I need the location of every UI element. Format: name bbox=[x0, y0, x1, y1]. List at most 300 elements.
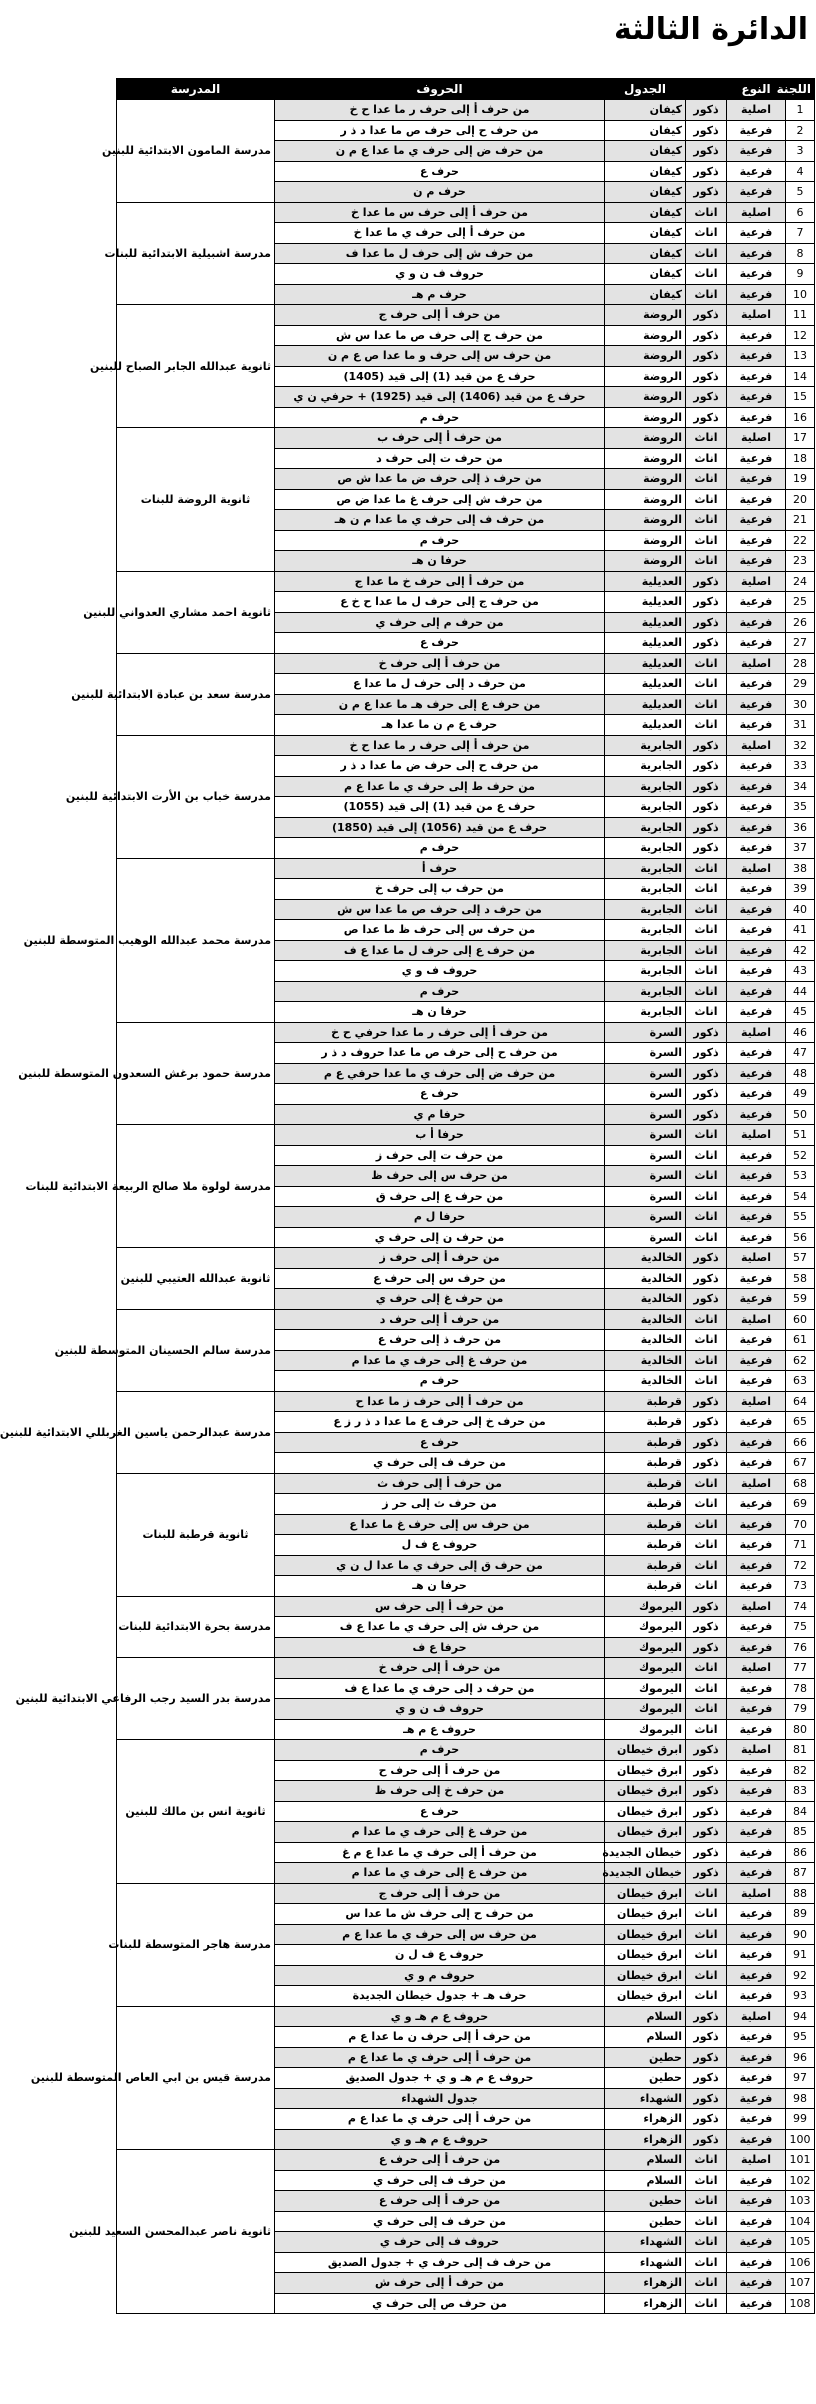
committee-type: فرعية bbox=[727, 530, 786, 551]
committee-number: 67 bbox=[786, 1453, 815, 1474]
committee-number: 72 bbox=[786, 1555, 815, 1576]
letters-range: من حرف أ إلى حرف ن ما عدا ع م bbox=[275, 2027, 605, 2048]
gender: اناث bbox=[686, 2191, 727, 2212]
committee-type: فرعية bbox=[727, 325, 786, 346]
gender: اناث bbox=[686, 1125, 727, 1146]
area-name: الجابرية bbox=[605, 797, 686, 818]
committee-type: فرعية bbox=[727, 920, 786, 941]
area-name: الروضة bbox=[605, 510, 686, 531]
area-name: السرة bbox=[605, 1227, 686, 1248]
committee-number: 80 bbox=[786, 1719, 815, 1740]
committee-number: 11 bbox=[786, 305, 815, 326]
committee-type: فرعية bbox=[727, 366, 786, 387]
letters-range: من حرف س إلى حرف ظ ما عدا ص bbox=[275, 920, 605, 941]
committee-number: 62 bbox=[786, 1350, 815, 1371]
letters-range: من حرف د إلى حرف ي ما عدا ع ف bbox=[275, 1678, 605, 1699]
letters-range: من حرف أ إلى حرف ث bbox=[275, 1473, 605, 1494]
committee-type: فرعية bbox=[727, 489, 786, 510]
committee-number: 75 bbox=[786, 1617, 815, 1638]
committee-number: 19 bbox=[786, 469, 815, 490]
area-name: الروضة bbox=[605, 551, 686, 572]
area-name: الجابرية bbox=[605, 961, 686, 982]
committee-type: فرعية bbox=[727, 223, 786, 244]
area-name: الروضة bbox=[605, 305, 686, 326]
letters-range: حرف م هـ bbox=[275, 284, 605, 305]
gender: اناث bbox=[686, 1227, 727, 1248]
gender: ذكور bbox=[686, 592, 727, 613]
area-name: اليرموك bbox=[605, 1699, 686, 1720]
committee-type: اصلية bbox=[727, 1473, 786, 1494]
committee-type: فرعية bbox=[727, 407, 786, 428]
gender: اناث bbox=[686, 1719, 727, 1740]
area-name: كيفان bbox=[605, 182, 686, 203]
committee-number: 15 bbox=[786, 387, 815, 408]
letters-range: حروف ع م هـ و ي bbox=[275, 2129, 605, 2150]
gender: ذكور bbox=[686, 1740, 727, 1761]
committee-type: اصلية bbox=[727, 2150, 786, 2171]
gender: اناث bbox=[686, 428, 727, 449]
committee-type: اصلية bbox=[727, 1125, 786, 1146]
committee-type: فرعية bbox=[727, 346, 786, 367]
gender: اناث bbox=[686, 1309, 727, 1330]
committee-type: فرعية bbox=[727, 592, 786, 613]
area-name: ابرق خيطان bbox=[605, 1883, 686, 1904]
letters-range: من حرف ف إلى حرف ي bbox=[275, 2211, 605, 2232]
letters-range: من حرف س إلى حرف ي ما عدا ع م bbox=[275, 1924, 605, 1945]
gender: اناث bbox=[686, 1945, 727, 1966]
committee-type: فرعية bbox=[727, 2232, 786, 2253]
letters-range: من حرف أ إلى حرف خ bbox=[275, 653, 605, 674]
letters-range: من حرف ن إلى حرف ي bbox=[275, 1227, 605, 1248]
letters-range: حرف م bbox=[275, 407, 605, 428]
area-name: العديلية bbox=[605, 694, 686, 715]
committee-type: فرعية bbox=[727, 1576, 786, 1597]
area-name: قرطبة bbox=[605, 1391, 686, 1412]
committee-type: اصلية bbox=[727, 735, 786, 756]
committee-type: فرعية bbox=[727, 1371, 786, 1392]
area-name: الروضة bbox=[605, 448, 686, 469]
letters-range: من حرف ج إلى حرف ل ما عدا ح خ ع bbox=[275, 592, 605, 613]
gender: اناث bbox=[686, 2273, 727, 2294]
committee-type: فرعية bbox=[727, 1227, 786, 1248]
gender: ذكور bbox=[686, 1022, 727, 1043]
area-name: كيفان bbox=[605, 243, 686, 264]
gender: ذكور bbox=[686, 633, 727, 654]
committee-type: فرعية bbox=[727, 1412, 786, 1433]
letters-range: من حرف ع إلى حرف ي ما عدا م bbox=[275, 1863, 605, 1884]
area-name: الشهداء bbox=[605, 2088, 686, 2109]
area-name: قرطبة bbox=[605, 1412, 686, 1433]
gender: اناث bbox=[686, 1371, 727, 1392]
area-name: الروضة bbox=[605, 489, 686, 510]
area-name: قرطبة bbox=[605, 1453, 686, 1474]
committee-type: فرعية bbox=[727, 1986, 786, 2007]
letters-range: من حرف ع إلى حرف هـ ما عدا ع م ن bbox=[275, 694, 605, 715]
committee-type: فرعية bbox=[727, 2293, 786, 2314]
letters-range: حرف ع من قيد (1056) إلى قيد (1850) bbox=[275, 817, 605, 838]
gender: ذكور bbox=[686, 1289, 727, 1310]
letters-range: من حرف أ إلى حرف ر ما عدا حرفي ح خ bbox=[275, 1022, 605, 1043]
committee-number: 44 bbox=[786, 981, 815, 1002]
area-name: الروضة bbox=[605, 428, 686, 449]
letters-range: من حرف د إلى حرف ل ما عدا ع bbox=[275, 674, 605, 695]
committee-type: فرعية bbox=[727, 1330, 786, 1351]
letters-range: من حرف أ إلى حرف خ bbox=[275, 1658, 605, 1679]
committee-number: 103 bbox=[786, 2191, 815, 2212]
area-name: الزهراء bbox=[605, 2109, 686, 2130]
committee-number: 86 bbox=[786, 1842, 815, 1863]
gender: ذكور bbox=[686, 1801, 727, 1822]
letters-range: من حرف ض إلى حرف ي ما عدا ع م ن bbox=[275, 141, 605, 162]
area-name: ابرق خيطان bbox=[605, 1822, 686, 1843]
committee-number: 23 bbox=[786, 551, 815, 572]
area-name: قرطبة bbox=[605, 1535, 686, 1556]
area-name: الشهداء bbox=[605, 2252, 686, 2273]
committee-number: 83 bbox=[786, 1781, 815, 1802]
gender: اناث bbox=[686, 1207, 727, 1228]
table-row bbox=[117, 100, 815, 121]
committee-number: 7 bbox=[786, 223, 815, 244]
committee-number: 31 bbox=[786, 715, 815, 736]
committee-type: فرعية bbox=[727, 756, 786, 777]
committee-number: 42 bbox=[786, 940, 815, 961]
header-letters: الحروف bbox=[275, 79, 605, 100]
committee-number: 39 bbox=[786, 879, 815, 900]
area-name: الجابرية bbox=[605, 817, 686, 838]
header-school: المدرسة bbox=[117, 79, 275, 100]
gender: ذكور bbox=[686, 1617, 727, 1638]
committee-type: فرعية bbox=[727, 1904, 786, 1925]
committee-type: فرعية bbox=[727, 2170, 786, 2191]
area-name: كيفان bbox=[605, 141, 686, 162]
school-name: مدرسة المامون الابتدائية للبنين bbox=[117, 100, 275, 203]
committee-type: فرعية bbox=[727, 1207, 786, 1228]
area-name: الجابرية bbox=[605, 776, 686, 797]
area-name: ابرق خيطان bbox=[605, 1945, 686, 1966]
committee-type: فرعية bbox=[727, 797, 786, 818]
area-name: اليرموك bbox=[605, 1596, 686, 1617]
gender: اناث bbox=[686, 1002, 727, 1023]
committee-number: 96 bbox=[786, 2047, 815, 2068]
committee-number: 70 bbox=[786, 1514, 815, 1535]
committee-number: 59 bbox=[786, 1289, 815, 1310]
gender: اناث bbox=[686, 1145, 727, 1166]
gender: اناث bbox=[686, 1965, 727, 1986]
school-name: مدرسة سالم الحسينان المتوسطة للبنين bbox=[117, 1309, 275, 1391]
committee-type: فرعية bbox=[727, 2211, 786, 2232]
header-area: الجدول bbox=[605, 79, 686, 100]
committee-number: 16 bbox=[786, 407, 815, 428]
committee-number: 47 bbox=[786, 1043, 815, 1064]
letters-range: من حرف خ إلى حرف ع ما عدا د ذ ر ز ع bbox=[275, 1412, 605, 1433]
committee-type: فرعية bbox=[727, 1699, 786, 1720]
letters-range: حرف هـ + جدول خيطان الجديدة bbox=[275, 1986, 605, 2007]
letters-range: حرف م bbox=[275, 838, 605, 859]
committee-type: فرعية bbox=[727, 141, 786, 162]
committee-type: فرعية bbox=[727, 2027, 786, 2048]
committee-type: اصلية bbox=[727, 858, 786, 879]
committee-number: 82 bbox=[786, 1760, 815, 1781]
committee-number: 60 bbox=[786, 1309, 815, 1330]
table-row bbox=[117, 1125, 815, 1146]
committee-number: 88 bbox=[786, 1883, 815, 1904]
committee-number: 1 bbox=[786, 100, 815, 121]
school-name: مدرسة سعد بن عبادة الابتدائية للبنين bbox=[117, 653, 275, 735]
area-name: السرة bbox=[605, 1043, 686, 1064]
letters-range: من حرف أ إلى حرف ز ما عدا ح bbox=[275, 1391, 605, 1412]
area-name: الجابرية bbox=[605, 838, 686, 859]
committee-number: 71 bbox=[786, 1535, 815, 1556]
gender: ذكور bbox=[686, 1391, 727, 1412]
committee-type: اصلية bbox=[727, 305, 786, 326]
letters-range: حروف ف و ي bbox=[275, 961, 605, 982]
letters-range: من حرف ح إلى حرف ص ما عدا حروف د ذ ر bbox=[275, 1043, 605, 1064]
committee-type: فرعية bbox=[727, 264, 786, 285]
committee-number: 93 bbox=[786, 1986, 815, 2007]
area-name: كيفان bbox=[605, 202, 686, 223]
committee-number: 58 bbox=[786, 1268, 815, 1289]
gender: اناث bbox=[686, 2232, 727, 2253]
committee-type: فرعية bbox=[727, 899, 786, 920]
gender: ذكور bbox=[686, 366, 727, 387]
area-name: السرة bbox=[605, 1186, 686, 1207]
committee-type: فرعية bbox=[727, 120, 786, 141]
gender: اناث bbox=[686, 981, 727, 1002]
letters-range: من حرف أ إلى حرف ب bbox=[275, 428, 605, 449]
area-name: الجابرية bbox=[605, 858, 686, 879]
gender: ذكور bbox=[686, 100, 727, 121]
area-name: خيطان الجديدة bbox=[605, 1842, 686, 1863]
committee-type: فرعية bbox=[727, 182, 786, 203]
gender: اناث bbox=[686, 1883, 727, 1904]
committee-type: فرعية bbox=[727, 1166, 786, 1187]
gender: اناث bbox=[686, 530, 727, 551]
committee-type: اصلية bbox=[727, 1022, 786, 1043]
area-name: الروضة bbox=[605, 530, 686, 551]
area-name: كيفان bbox=[605, 223, 686, 244]
gender: ذكور bbox=[686, 2027, 727, 2048]
committee-number: 48 bbox=[786, 1063, 815, 1084]
letters-range: حروف ف ن و ي bbox=[275, 264, 605, 285]
school-name: ثانوية انس بن مالك للبنين bbox=[117, 1740, 275, 1884]
committee-type: اصلية bbox=[727, 1391, 786, 1412]
table-row bbox=[117, 571, 815, 592]
area-name: حطين bbox=[605, 2047, 686, 2068]
gender: اناث bbox=[686, 2150, 727, 2171]
gender: اناث bbox=[686, 2252, 727, 2273]
area-name: السرة bbox=[605, 1207, 686, 1228]
committee-number: 49 bbox=[786, 1084, 815, 1105]
committee-number: 97 bbox=[786, 2068, 815, 2089]
letters-range: من حرف ض إلى حرف ي ما عدا حرفي ع م bbox=[275, 1063, 605, 1084]
area-name: الزهراء bbox=[605, 2129, 686, 2150]
letters-range: من حرف ح إلى حرف ص ما عدا س ش bbox=[275, 325, 605, 346]
table-row bbox=[117, 428, 815, 449]
committee-type: فرعية bbox=[727, 633, 786, 654]
school-name: ثانوية عبدالله العتيبي للبنين bbox=[117, 1248, 275, 1310]
area-name: كيفان bbox=[605, 264, 686, 285]
gender: اناث bbox=[686, 1330, 727, 1351]
area-name: الروضة bbox=[605, 387, 686, 408]
gender: اناث bbox=[686, 202, 727, 223]
committee-number: 28 bbox=[786, 653, 815, 674]
committee-type: اصلية bbox=[727, 1658, 786, 1679]
gender: ذكور bbox=[686, 2088, 727, 2109]
committee-type: فرعية bbox=[727, 2068, 786, 2089]
gender: ذكور bbox=[686, 2068, 727, 2089]
committee-type: فرعية bbox=[727, 1535, 786, 1556]
gender: اناث bbox=[686, 489, 727, 510]
gender: اناث bbox=[686, 2170, 727, 2191]
area-name: الجابرية bbox=[605, 735, 686, 756]
area-name: الجابرية bbox=[605, 920, 686, 941]
area-name: الخالدية bbox=[605, 1309, 686, 1330]
gender: اناث bbox=[686, 243, 727, 264]
area-name: الخالدية bbox=[605, 1248, 686, 1269]
letters-range: حرفا أ ب bbox=[275, 1125, 605, 1146]
committee-number: 5 bbox=[786, 182, 815, 203]
committee-type: فرعية bbox=[727, 1494, 786, 1515]
letters-range: من حرف ذ إلى حرف ع bbox=[275, 1330, 605, 1351]
letters-range: حروف ع ف ل ن bbox=[275, 1945, 605, 1966]
header-type: النوع bbox=[727, 79, 786, 100]
letters-range: من حرف أ إلى حرف ي ما عدا خ bbox=[275, 223, 605, 244]
committee-type: اصلية bbox=[727, 202, 786, 223]
letters-range: حرف ع bbox=[275, 1432, 605, 1453]
table-row bbox=[117, 858, 815, 879]
committee-type: فرعية bbox=[727, 1801, 786, 1822]
letters-range: حرف ع م ن ما عدا هـ bbox=[275, 715, 605, 736]
table-row bbox=[117, 202, 815, 223]
area-name: السرة bbox=[605, 1104, 686, 1125]
area-name: كيفان bbox=[605, 161, 686, 182]
area-name: قرطبة bbox=[605, 1576, 686, 1597]
letters-range: من حرف أ إلى حرف ج bbox=[275, 305, 605, 326]
area-name: ابرق خيطان bbox=[605, 1904, 686, 1925]
committee-type: فرعية bbox=[727, 1945, 786, 1966]
committee-type: فرعية bbox=[727, 612, 786, 633]
area-name: حطين bbox=[605, 2068, 686, 2089]
committee-number: 99 bbox=[786, 2109, 815, 2130]
committee-number: 22 bbox=[786, 530, 815, 551]
committee-number: 17 bbox=[786, 428, 815, 449]
letters-range: من حرف أ إلى حرف ح bbox=[275, 1760, 605, 1781]
table-row bbox=[117, 1022, 815, 1043]
gender: ذكور bbox=[686, 571, 727, 592]
gender: اناث bbox=[686, 899, 727, 920]
gender: ذكور bbox=[686, 1268, 727, 1289]
school-name: مدرسة قيس بن ابي العاص المتوسطة للبنين bbox=[117, 2006, 275, 2150]
committee-number: 107 bbox=[786, 2273, 815, 2294]
committee-number: 85 bbox=[786, 1822, 815, 1843]
committee-number: 102 bbox=[786, 2170, 815, 2191]
committee-number: 25 bbox=[786, 592, 815, 613]
gender: ذكور bbox=[686, 387, 727, 408]
letters-range: حرف ع bbox=[275, 1084, 605, 1105]
committee-type: فرعية bbox=[727, 387, 786, 408]
letters-range: من حرف ف إلى حرف ي bbox=[275, 1453, 605, 1474]
area-name: حطين bbox=[605, 2191, 686, 2212]
area-name: اليرموك bbox=[605, 1678, 686, 1699]
letters-range: من حرف د إلى حرف ص ما عدا س ش bbox=[275, 899, 605, 920]
committee-type: فرعية bbox=[727, 817, 786, 838]
committee-type: فرعية bbox=[727, 1719, 786, 1740]
committee-type: فرعية bbox=[727, 1289, 786, 1310]
committee-number: 76 bbox=[786, 1637, 815, 1658]
letters-range: من حرف ص إلى حرف ي bbox=[275, 2293, 605, 2314]
committee-number: 46 bbox=[786, 1022, 815, 1043]
area-name: كيفان bbox=[605, 284, 686, 305]
committee-type: فرعية bbox=[727, 715, 786, 736]
committee-type: فرعية bbox=[727, 1104, 786, 1125]
table-row bbox=[117, 1248, 815, 1269]
committee-number: 30 bbox=[786, 694, 815, 715]
committee-type: اصلية bbox=[727, 2006, 786, 2027]
school-name: مدرسة عبدالرحمن ياسين الغربللي الابتدائية للبنين bbox=[117, 1391, 275, 1473]
committee-type: فرعية bbox=[727, 1084, 786, 1105]
committee-number: 24 bbox=[786, 571, 815, 592]
school-name: ثانوية قرطبة للبنات bbox=[117, 1473, 275, 1596]
committee-type: فرعية bbox=[727, 1781, 786, 1802]
letters-range: حروف ع م هـ bbox=[275, 1719, 605, 1740]
area-name: العديلية bbox=[605, 674, 686, 695]
committee-type: فرعية bbox=[727, 469, 786, 490]
letters-range: من حرف ق إلى حرف ي ما عدا ل ن ي bbox=[275, 1555, 605, 1576]
gender: ذكور bbox=[686, 346, 727, 367]
committee-number: 32 bbox=[786, 735, 815, 756]
committee-number: 37 bbox=[786, 838, 815, 859]
committee-number: 95 bbox=[786, 2027, 815, 2048]
area-name: ابرق خيطان bbox=[605, 1924, 686, 1945]
school-name: مدرسة لولوة ملا صالح الربيعة الابتدائية للبنات bbox=[117, 1125, 275, 1248]
gender: اناث bbox=[686, 1186, 727, 1207]
gender: ذكور bbox=[686, 817, 727, 838]
committee-type: فرعية bbox=[727, 1186, 786, 1207]
letters-range: حرفا ل م bbox=[275, 1207, 605, 1228]
gender: ذكور bbox=[686, 1596, 727, 1617]
area-name: حطين bbox=[605, 2211, 686, 2232]
school-name: مدرسة خباب بن الأرت الابتدائية للبنين bbox=[117, 735, 275, 858]
letters-range: من حرف س إلى حرف ظ bbox=[275, 1166, 605, 1187]
letters-range: من حرف ث إلى حر ز bbox=[275, 1494, 605, 1515]
letters-range: حرف م bbox=[275, 981, 605, 1002]
school-name: ثانوية الروضة للبنات bbox=[117, 428, 275, 572]
committee-number: 29 bbox=[786, 674, 815, 695]
gender: ذكور bbox=[686, 407, 727, 428]
letters-range: حرف م bbox=[275, 530, 605, 551]
area-name: الجابرية bbox=[605, 940, 686, 961]
committee-number: 106 bbox=[786, 2252, 815, 2273]
letters-range: حرفا ن هـ bbox=[275, 1576, 605, 1597]
area-name: قرطبة bbox=[605, 1432, 686, 1453]
letters-range: من حرف ش إلى حرف ي ما عدا ع ف bbox=[275, 1617, 605, 1638]
area-name: اليرموك bbox=[605, 1719, 686, 1740]
letters-range: حرف ع bbox=[275, 1801, 605, 1822]
committee-number: 79 bbox=[786, 1699, 815, 1720]
committee-type: فرعية bbox=[727, 448, 786, 469]
table-header-row bbox=[117, 79, 815, 100]
letters-range: حرفا ن هـ bbox=[275, 1002, 605, 1023]
committee-number: 27 bbox=[786, 633, 815, 654]
area-name: ابرق خيطان bbox=[605, 1760, 686, 1781]
letters-range: من حرف ب إلى حرف خ bbox=[275, 879, 605, 900]
letters-range: من حرف س إلى حرف و ما عدا ص ع م ن bbox=[275, 346, 605, 367]
area-name: اليرموك bbox=[605, 1637, 686, 1658]
gender: ذكور bbox=[686, 1637, 727, 1658]
gender: اناث bbox=[686, 448, 727, 469]
school-name: مدرسة محمد عبدالله الوهيب المتوسطة للبنين bbox=[117, 858, 275, 1022]
gender: اناث bbox=[686, 858, 727, 879]
